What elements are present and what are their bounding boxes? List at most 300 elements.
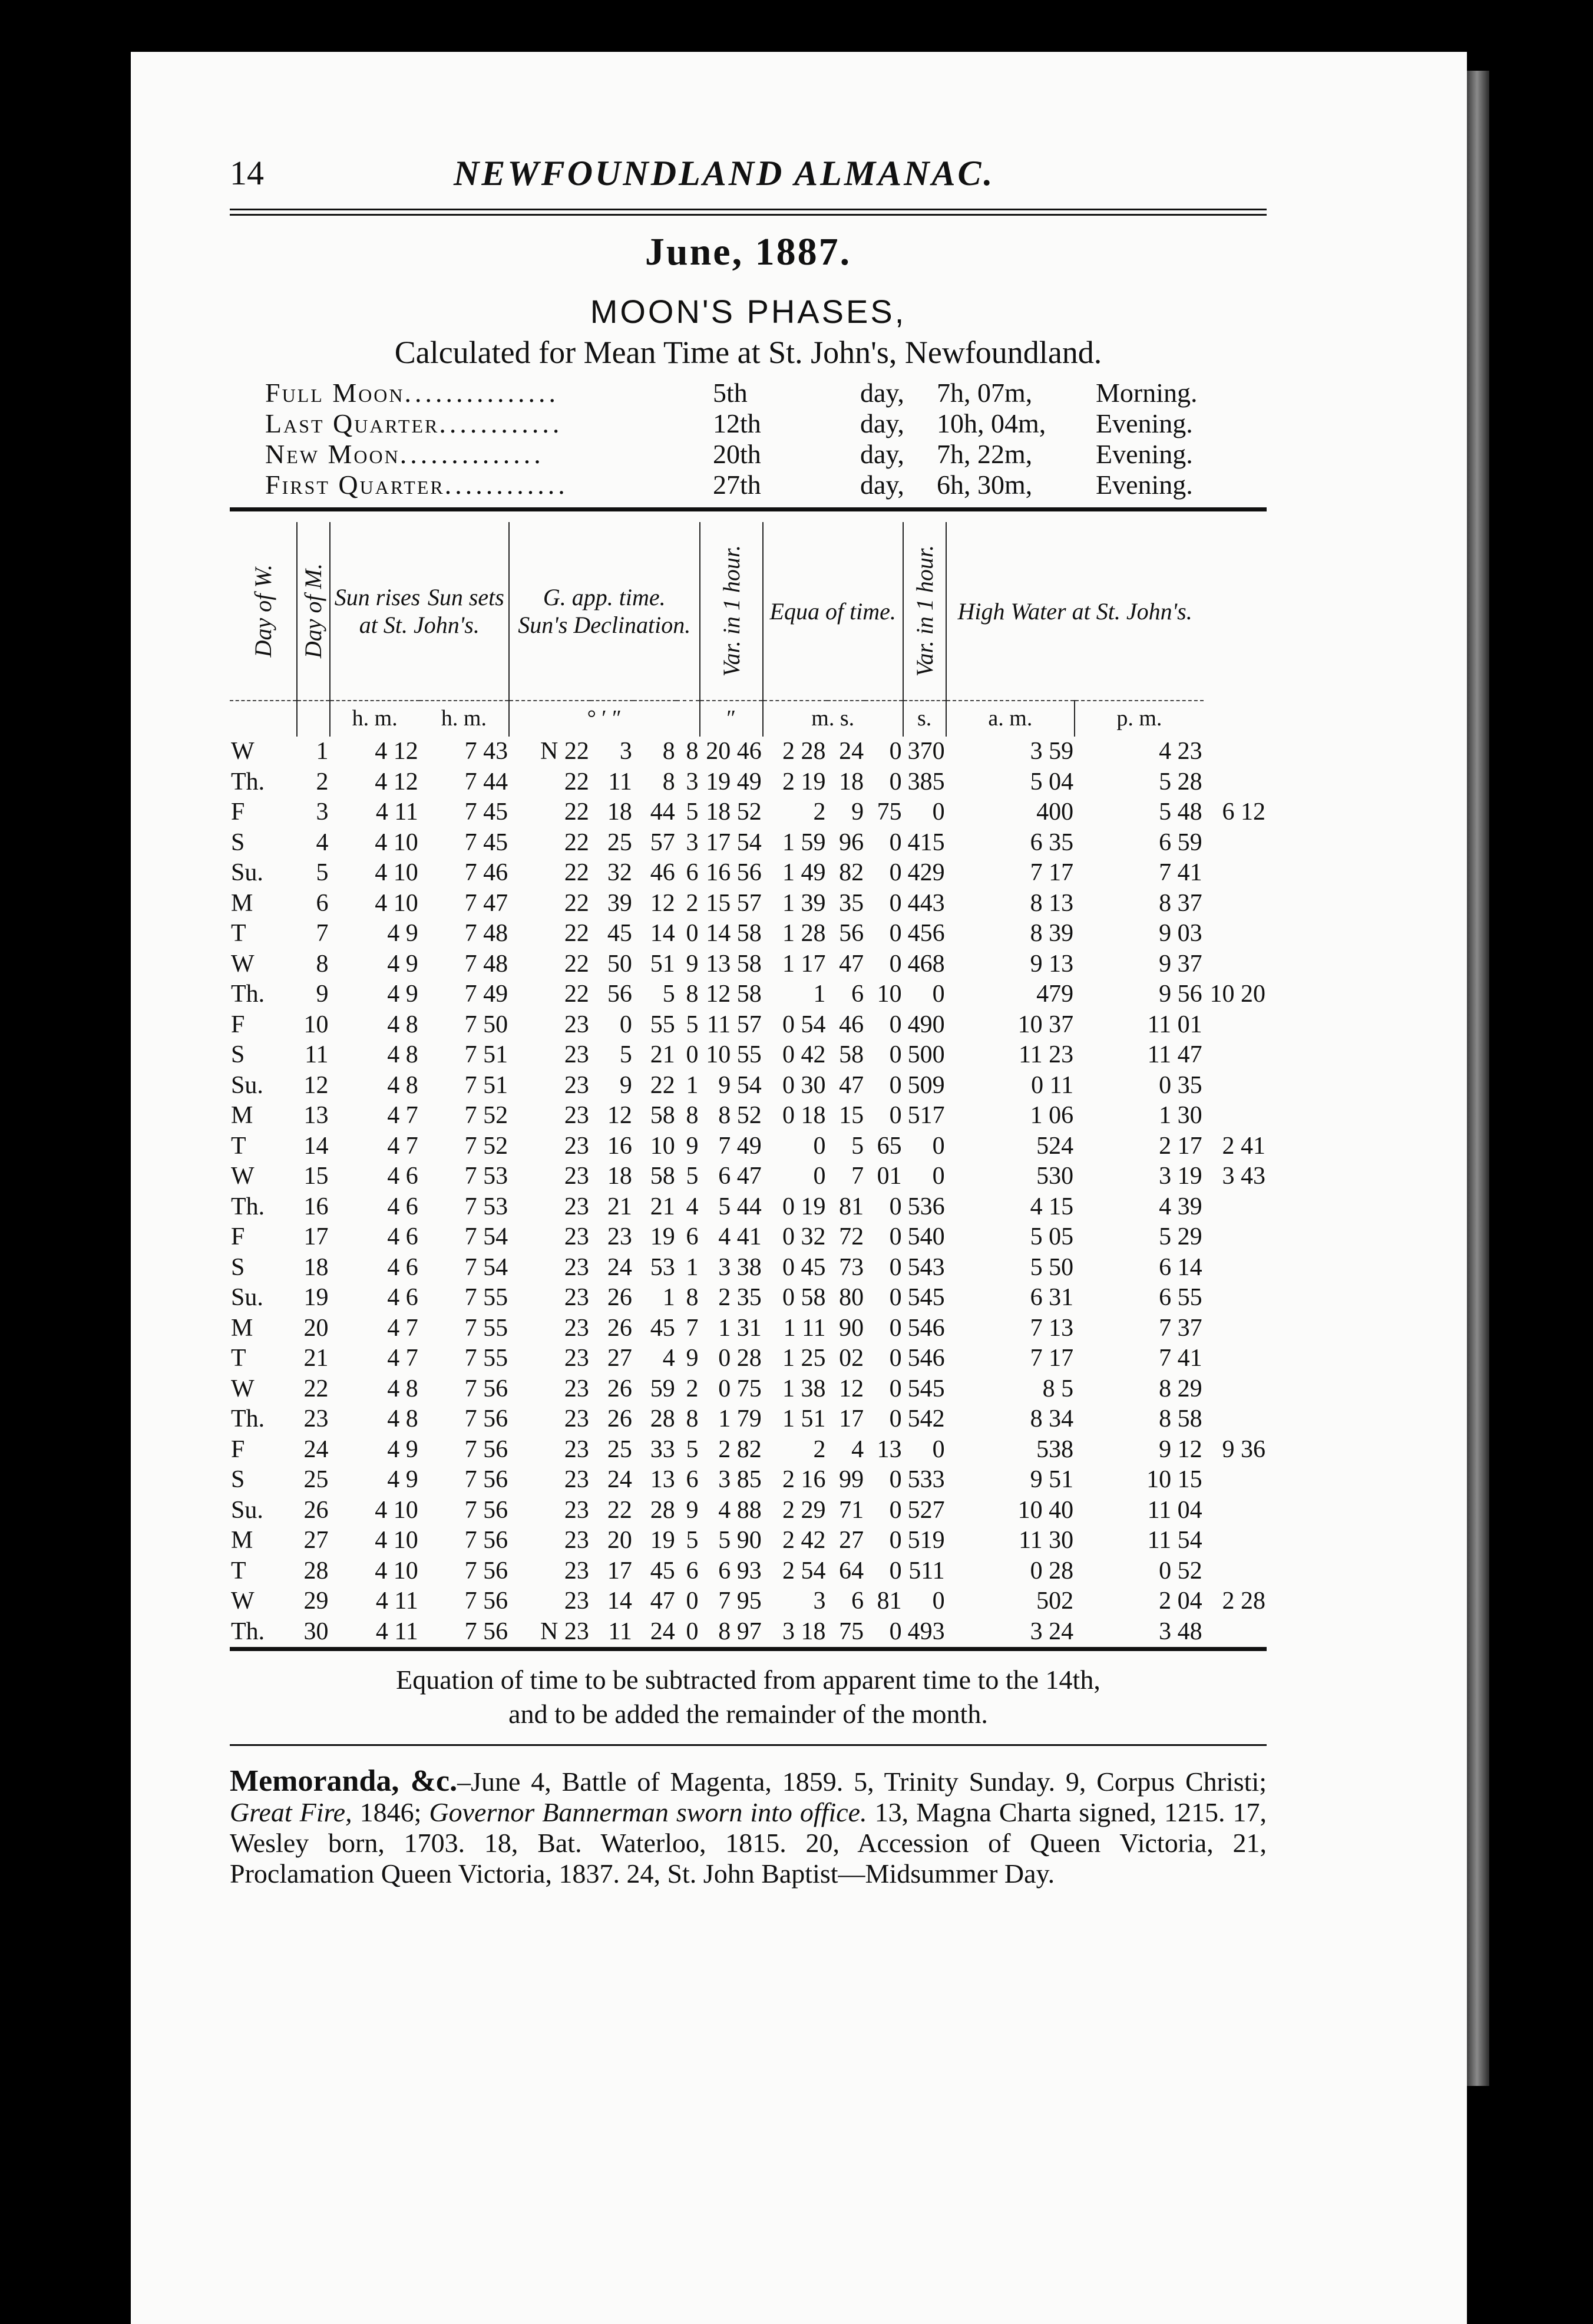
table-cell: 0 (686, 1617, 699, 1645)
table-cell: 28 (650, 1496, 675, 1524)
almanac-table (230, 522, 1267, 1647)
table-cell: W (231, 1587, 255, 1615)
table-cell: 12 (303, 1071, 329, 1099)
table-cell: 0 (813, 1163, 826, 1190)
table-row (230, 1071, 1267, 1101)
table-cell: 10 40 (1017, 1496, 1074, 1524)
table-cell: 23 (564, 1405, 589, 1432)
table-row (230, 1131, 1267, 1162)
phase-period: Evening. (1096, 439, 1193, 469)
table-cell: 542 (907, 1405, 945, 1432)
table-cell: 13 (303, 1102, 329, 1129)
table-cell: 02 (839, 1345, 864, 1372)
table-cell: 29 (303, 1587, 329, 1615)
table-cell: 0 32 (782, 1223, 826, 1250)
table-cell: 517 (907, 1102, 945, 1129)
unit-sun-sets: h. m. (441, 706, 487, 731)
month-title: June, 1887. (645, 230, 852, 273)
table-cell: 0 (889, 768, 902, 795)
table-cell: 0 28 (1030, 1557, 1074, 1584)
table-cell: 8 29 (1159, 1375, 1202, 1402)
table-cell: 10 37 (1017, 1011, 1074, 1038)
table-cell: 4 7 (387, 1102, 418, 1129)
table-cell: 0 (889, 1405, 902, 1432)
col-header-g-app-time: G. app. time. (543, 584, 666, 610)
col-header-high-water: High Water at St. John's. (946, 522, 1204, 701)
table-cell: 546 (907, 1345, 945, 1372)
table-cell: 0 28 (718, 1345, 762, 1372)
table-cell: 10 20 (1209, 981, 1265, 1008)
note-line-1: Equation of time to be subtracted from apparent time to the 14th, (396, 1665, 1100, 1695)
table-cell: 22 (564, 920, 589, 947)
col-header-var-declination: Var. in 1 hour. (700, 522, 763, 701)
table-cell: 6 (316, 889, 329, 917)
table-cell: 6 (686, 859, 699, 886)
table-row (230, 1374, 1267, 1405)
unit-declination: ° ′ ″ (509, 701, 699, 737)
table-cell: 9 37 (1159, 950, 1202, 978)
unit-var-declination: ″ (700, 701, 763, 737)
table-cell: 8 5 (1042, 1375, 1074, 1402)
table-cell: 7 56 (464, 1557, 508, 1584)
table-cell: 59 (650, 1375, 675, 1402)
table-cell: 45 (650, 1557, 675, 1584)
page-content (230, 153, 1267, 1889)
table-cell: 23 (564, 1253, 589, 1281)
table-cell: 1 31 (718, 1314, 762, 1342)
table-cell: 1 17 (782, 950, 826, 978)
table-cell: 20 46 (706, 738, 762, 765)
table-cell: 3 (686, 828, 699, 856)
table-cell: 1 30 (1159, 1102, 1202, 1129)
table-cell: 7 53 (464, 1163, 508, 1190)
phase-row-last-quarter (230, 408, 1267, 439)
table-cell: 9 (686, 950, 699, 978)
table-cell: 45 (650, 1314, 675, 1342)
table-cell: 7 56 (464, 1617, 508, 1645)
table-cell: 7 17 (1030, 1345, 1074, 1372)
phase-row-new-moon (230, 439, 1267, 470)
table-row (230, 1161, 1267, 1192)
table-cell: 0 (889, 1071, 902, 1099)
table-cell: 524 (1036, 1132, 1074, 1160)
table-cell: 7 52 (464, 1102, 508, 1129)
table-cell: 19 (303, 1284, 329, 1311)
table-cell: 4 6 (387, 1253, 418, 1281)
table-cell: 1 39 (782, 889, 826, 917)
table-cell: 81 (877, 1587, 902, 1615)
table-cell: F (231, 1223, 245, 1250)
table-cell: 2 54 (782, 1557, 826, 1584)
col-header-var-equation: Var. in 1 hour. (903, 522, 946, 701)
table-cell: 7 (316, 920, 329, 947)
phase-period: Evening. (1096, 470, 1193, 500)
table-cell: 4 8 (387, 1375, 418, 1402)
table-cell: 20 (607, 1527, 632, 1554)
table-cell: 7 54 (464, 1253, 508, 1281)
table-cell: 7 56 (464, 1466, 508, 1493)
table-cell: 8 (686, 738, 699, 765)
table-cell: 53 (650, 1253, 675, 1281)
table-cell: 0 (619, 1011, 632, 1038)
table-cell: 536 (907, 1193, 945, 1220)
table-cell: 5 28 (1159, 768, 1202, 795)
table-cell: 2 42 (782, 1527, 826, 1554)
table-cell: 0 52 (1159, 1557, 1202, 1584)
table-cell: 2 (316, 768, 329, 795)
table-cell: 0 58 (782, 1284, 826, 1311)
table-cell: 4 88 (718, 1496, 762, 1524)
table-cell: 7 44 (464, 768, 508, 795)
table-cell: 0 (932, 1163, 945, 1190)
table-cell: 23 (564, 1102, 589, 1129)
memoranda-paragraph (230, 1766, 1267, 1889)
phase-day: 27th (713, 470, 761, 500)
table-cell: 28 (303, 1557, 329, 1584)
table-cell: 7 41 (1159, 1345, 1202, 1372)
phase-time: 7h, 07m, (937, 378, 1033, 408)
table-cell: 7 55 (464, 1314, 508, 1342)
table-cell: 81 (839, 1193, 864, 1220)
table-cell: F (231, 798, 245, 826)
table-cell: W (231, 738, 255, 765)
table-cell: 23 (564, 1314, 589, 1342)
table-cell: Th. (231, 768, 265, 795)
table-cell: 8 39 (1030, 920, 1074, 947)
table-cell: 32 (607, 859, 632, 886)
table-cell: 0 (889, 1617, 902, 1645)
table-cell: Su. (231, 859, 263, 886)
table-cell: 4 (686, 1193, 699, 1220)
book-spine-edge (1467, 71, 1489, 2086)
phase-name: Last Quarter (265, 408, 439, 438)
table-cell: 5 05 (1030, 1223, 1074, 1250)
table-cell: 8 (662, 768, 675, 795)
table-cell: 4 8 (387, 1041, 418, 1068)
table-cell: 3 59 (1030, 738, 1074, 765)
table-cell: 8 58 (1159, 1405, 1202, 1432)
table-cell: 26 (303, 1496, 329, 1524)
table-cell: 35 (839, 889, 864, 917)
table-cell: 75 (877, 798, 902, 826)
table-cell: 23 (564, 1132, 589, 1160)
memoranda-text-b: 1846; (359, 1797, 422, 1827)
unit-equation: m. s. (763, 701, 903, 737)
table-cell: 11 (305, 1041, 329, 1068)
table-cell: 7 56 (464, 1527, 508, 1554)
table-cell: 0 (889, 1102, 902, 1129)
table-cell: Su. (231, 1284, 263, 1311)
table-cell: 2 (813, 1435, 826, 1463)
header-rule (230, 209, 1267, 216)
table-cell: 6 59 (1159, 828, 1202, 856)
table-cell: 25 (607, 1435, 632, 1463)
table-cell: 5 50 (1030, 1253, 1074, 1281)
col-header-at-st-johns: at St. John's. (359, 612, 480, 638)
page-number: 14 (230, 154, 264, 192)
table-cell: F (231, 1435, 245, 1463)
table-cell: 0 (889, 1011, 902, 1038)
table-cell: 47 (839, 950, 864, 978)
table-cell: 6 31 (1030, 1284, 1074, 1311)
table-row (230, 979, 1267, 1010)
table-cell: 22 (607, 1496, 632, 1524)
table-cell: 4 (662, 1345, 675, 1372)
table-cell: 5 (686, 1435, 699, 1463)
table-cell: 9 (686, 1132, 699, 1160)
table-cell: 10 15 (1146, 1466, 1202, 1493)
table-cell: 7 49 (464, 981, 508, 1008)
table-row (230, 1222, 1267, 1253)
table-cell: 8 13 (1030, 889, 1074, 917)
memoranda-italic-b: Governor Bannerman sworn into office. (429, 1797, 867, 1827)
table-cell: 9 (316, 981, 329, 1008)
table-cell: 75 (839, 1617, 864, 1645)
unit-high-water-pm: p. m. (1075, 701, 1203, 737)
table-cell: 11 (608, 1617, 632, 1645)
table-cell: 5 90 (718, 1527, 762, 1554)
table-cell: 2 28 (1222, 1587, 1265, 1615)
table-cell: 14 (303, 1132, 329, 1160)
table-cell: 21 (650, 1193, 675, 1220)
table-cell: 7 46 (464, 859, 508, 886)
table-row (230, 1404, 1267, 1435)
table-cell: 4 7 (387, 1314, 418, 1342)
table-cell: M (231, 1314, 253, 1342)
table-row (230, 1617, 1267, 1648)
table-cell: 0 (932, 1132, 945, 1160)
table-cell: 12 58 (706, 981, 762, 1008)
table-cell: 11 (608, 768, 632, 795)
table-cell: 8 (686, 1102, 699, 1129)
table-cell: 533 (907, 1466, 945, 1493)
table-cell: 72 (839, 1223, 864, 1250)
moon-phases-list (230, 378, 1267, 500)
table-cell: 15 (303, 1163, 329, 1190)
table-cell: 17 54 (706, 828, 762, 856)
table-cell: T (231, 1132, 246, 1160)
table-cell: 3 (619, 738, 632, 765)
table-cell: 4 11 (375, 798, 418, 826)
phase-day-unit: day, (860, 408, 904, 438)
table-cell: 400 (1036, 798, 1074, 826)
table-cell: 14 (607, 1587, 632, 1615)
table-cell: 502 (1036, 1587, 1074, 1615)
table-cell: 4 10 (375, 1527, 418, 1554)
table-cell: 19 (650, 1527, 675, 1554)
table-cell: 500 (907, 1041, 945, 1068)
table-cell: 2 41 (1222, 1132, 1265, 1160)
phase-period: Morning. (1096, 378, 1198, 408)
table-cell: 1 06 (1030, 1102, 1074, 1129)
memoranda-italic-a: Great Fire, (230, 1797, 352, 1827)
table-cell: Th. (231, 1193, 265, 1220)
table-cell: 4 11 (375, 1617, 418, 1645)
table-cell: 7 45 (464, 828, 508, 856)
table-cell: 7 41 (1159, 859, 1202, 886)
table-cell: 23 (564, 1011, 589, 1038)
table-cell: W (231, 1163, 255, 1190)
table-cell: 11 57 (706, 1011, 762, 1038)
table-cell: 7 37 (1159, 1314, 1202, 1342)
table-cell: S (231, 1466, 245, 1493)
table-cell: 0 (889, 950, 902, 978)
table-row (230, 767, 1267, 798)
unit-high-water-am: a. m. (946, 701, 1075, 737)
table-row (230, 1040, 1267, 1071)
note-line-2: and to be added the remainder of the month. (508, 1699, 988, 1729)
table-cell: 6 (686, 1557, 699, 1584)
table-cell: 71 (839, 1496, 864, 1524)
table-cell: 26 (607, 1375, 632, 1402)
table-cell: 26 (607, 1405, 632, 1432)
table-cell: 370 (907, 738, 945, 765)
table-cell: Th. (231, 1617, 265, 1645)
phase-name: New Moon (265, 439, 400, 469)
table-cell: 4 8 (387, 1071, 418, 1099)
table-cell: 1 79 (718, 1405, 762, 1432)
table-cell: 5 48 (1159, 798, 1202, 826)
phase-time: 6h, 30m, (937, 470, 1033, 500)
table-cell: 0 (686, 1587, 699, 1615)
table-cell: T (231, 1557, 246, 1584)
table-cell: 01 (877, 1163, 902, 1190)
table-cell: 4 9 (387, 1466, 418, 1493)
table-cell: 3 24 (1030, 1617, 1074, 1645)
table-cell: 4 10 (375, 889, 418, 917)
dot-leader: ............ (439, 408, 563, 438)
table-cell: 58 (650, 1163, 675, 1190)
table-cell: 7 53 (464, 1193, 508, 1220)
table-cell: 2 04 (1159, 1587, 1202, 1615)
table-cell: 23 (564, 1435, 589, 1463)
table-cell: 22 (564, 768, 589, 795)
table-cell: 6 (851, 1587, 864, 1615)
table-cell: 0 54 (782, 1011, 826, 1038)
table-cell: 25 (607, 828, 632, 856)
table-cell: 16 56 (706, 859, 762, 886)
table-cell: Su. (231, 1071, 263, 1099)
table-cell: 4 7 (387, 1132, 418, 1160)
table-cell: 22 (564, 798, 589, 826)
table-cell: 6 (686, 1223, 699, 1250)
table-cell: 8 (662, 738, 675, 765)
almanac-table-body (230, 737, 1267, 1647)
col-header-declination (509, 522, 699, 701)
table-cell: 530 (1036, 1163, 1074, 1190)
table-cell: 3 43 (1222, 1163, 1265, 1190)
table-cell: 22 (564, 950, 589, 978)
col-header-equation-of-time: Equa of time. (763, 522, 903, 701)
table-cell: 5 44 (718, 1193, 762, 1220)
table-cell: 19 49 (706, 768, 762, 795)
memoranda-text-a: –June 4, Battle of Magenta, 1859. 5, Trinity Sunday. 9, Corpus Christi; (457, 1767, 1267, 1797)
table-cell: 5 29 (1159, 1223, 1202, 1250)
table-cell: 22 (564, 889, 589, 917)
table-cell: 23 (564, 1375, 589, 1402)
table-cell: M (231, 1527, 253, 1554)
table-cell: 50 (607, 950, 632, 978)
table-cell: 5 (686, 1527, 699, 1554)
table-cell: 23 (564, 1345, 589, 1372)
table-cell: 4 6 (387, 1193, 418, 1220)
table-cell: 0 (889, 1041, 902, 1068)
table-cell: 13 (877, 1435, 902, 1463)
table-cell: 9 56 (1159, 981, 1202, 1008)
table-cell: 6 35 (1030, 828, 1074, 856)
table-cell: 23 (564, 1223, 589, 1250)
table-row (230, 1496, 1267, 1526)
table-cell: 4 10 (375, 1557, 418, 1584)
table-cell: 21 (607, 1193, 632, 1220)
phase-day: 5th (713, 378, 748, 408)
phase-name: First Quarter (265, 470, 445, 500)
phases-title: MOON'S PHASES, (590, 293, 907, 330)
table-cell: 0 (889, 1223, 902, 1250)
table-cell: 3 (316, 798, 329, 826)
table-cell: 509 (907, 1071, 945, 1099)
table-cell: 546 (907, 1314, 945, 1342)
col-header-sun (330, 522, 510, 701)
table-cell: 0 (889, 1193, 902, 1220)
table-cell: 3 (813, 1587, 826, 1615)
table-cell: 0 (889, 859, 902, 886)
table-cell: 23 (564, 1466, 589, 1493)
table-cell: 47 (650, 1587, 675, 1615)
table-cell: 1 38 (782, 1375, 826, 1402)
table-cell: W (231, 1375, 255, 1402)
table-cell: 490 (907, 1011, 945, 1038)
table-cell: 479 (1036, 981, 1074, 1008)
table-cell: 22 (564, 828, 589, 856)
table-cell: 0 18 (782, 1102, 826, 1129)
table-cell: 6 93 (718, 1557, 762, 1584)
table-cell: T (231, 920, 246, 947)
table-cell: M (231, 1102, 253, 1129)
table-cell: 4 41 (718, 1223, 762, 1250)
dot-leader: .............. (399, 439, 544, 469)
table-row (230, 1586, 1267, 1617)
table-cell: 0 (889, 1375, 902, 1402)
table-cell: S (231, 828, 245, 856)
table-cell: 5 (686, 1011, 699, 1038)
equation-note (230, 1663, 1267, 1731)
table-cell: 4 8 (387, 1011, 418, 1038)
dot-leader: ............... (404, 378, 560, 408)
table-cell: 5 (662, 981, 675, 1008)
table-cell: 11 23 (1019, 1041, 1074, 1068)
table-cell: 23 (564, 1587, 589, 1615)
table-cell: 4 6 (387, 1163, 418, 1190)
table-cell: 5 (686, 1163, 699, 1190)
table-cell: N 23 (540, 1617, 589, 1645)
table-cell: 23 (564, 1193, 589, 1220)
table-cell: 4 6 (387, 1284, 418, 1311)
table-cell: 13 58 (706, 950, 762, 978)
table-cell: 24 (607, 1253, 632, 1281)
table-cell: 30 (303, 1617, 329, 1645)
table-row (230, 889, 1267, 919)
table-cell: 19 (650, 1223, 675, 1250)
table-cell: 429 (907, 859, 945, 886)
table-cell: 4 12 (375, 768, 418, 795)
table-cell: 18 (303, 1253, 329, 1281)
table-cell: 39 (607, 889, 632, 917)
phase-day-unit: day, (860, 378, 904, 408)
table-cell: Th. (231, 1405, 265, 1432)
table-cell: 80 (839, 1284, 864, 1311)
table-cell: 27 (839, 1527, 864, 1554)
